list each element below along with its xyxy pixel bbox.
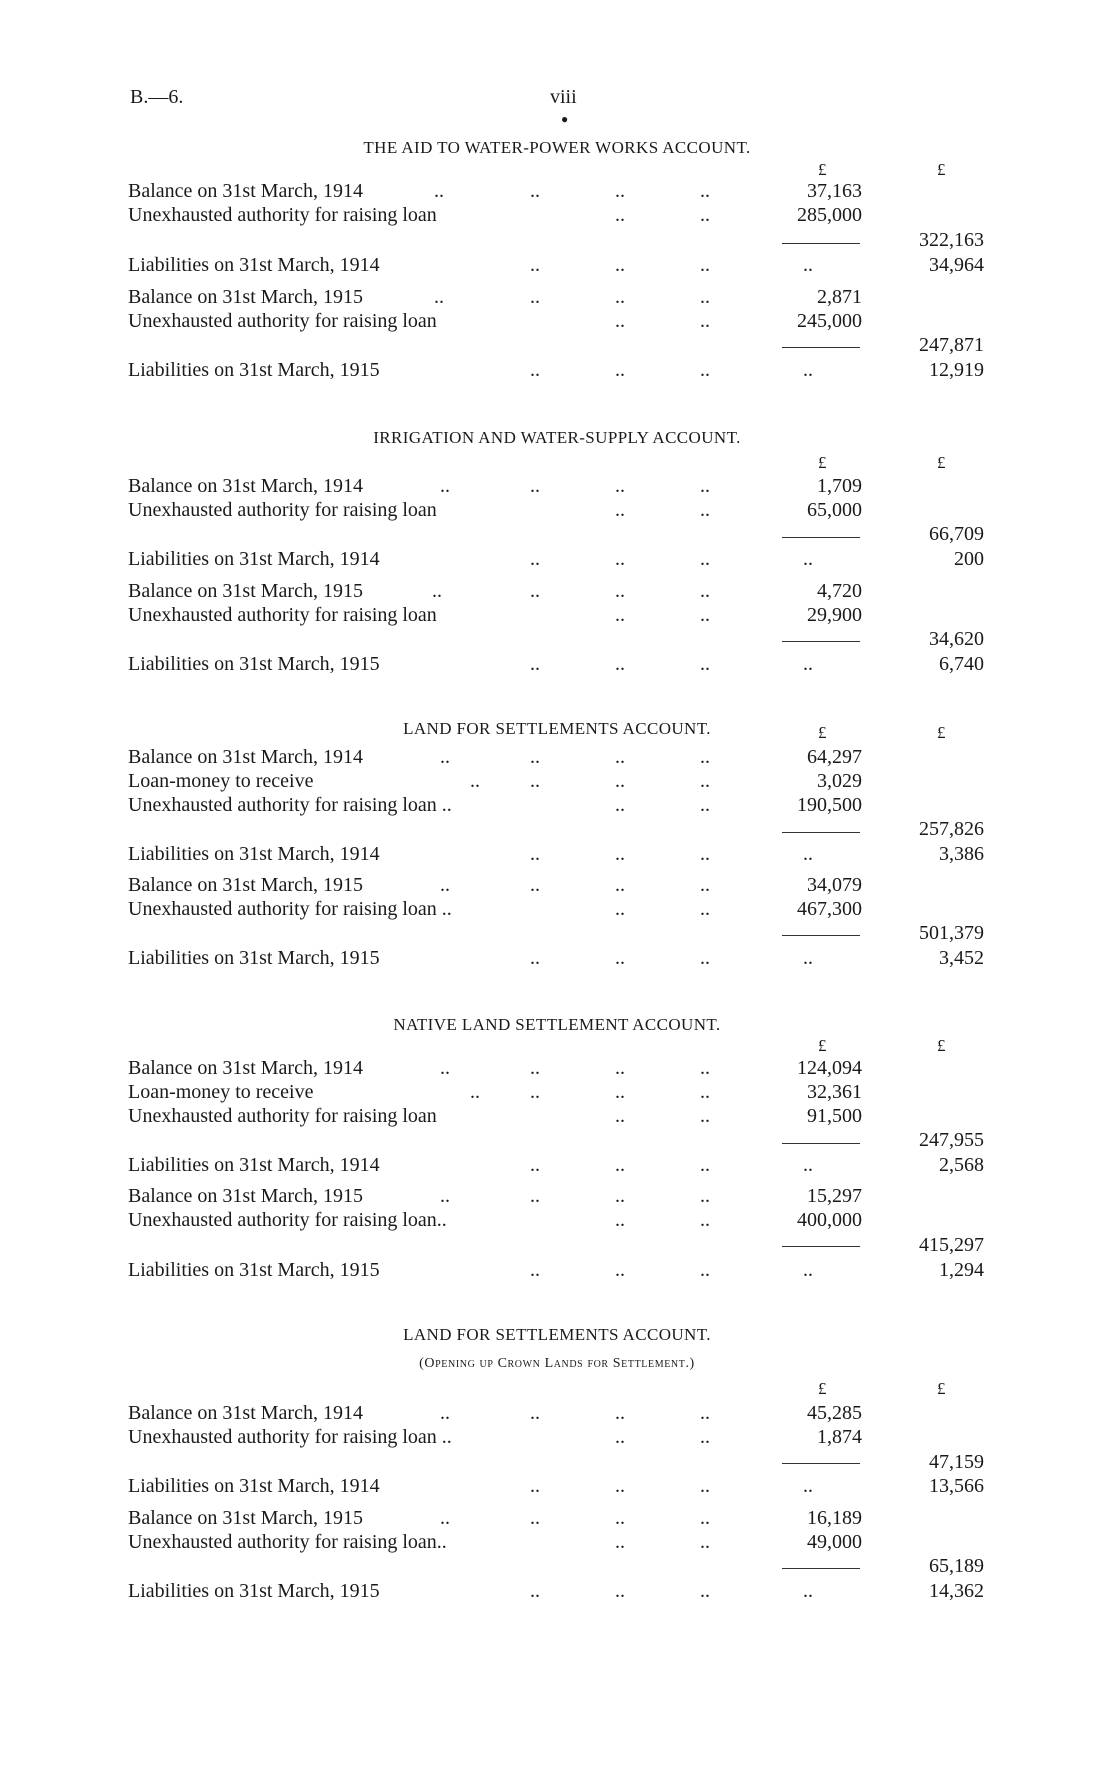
liabilities-row-1914	[0, 548, 1114, 573]
total-row-1914	[0, 1129, 1114, 1154]
row-amount: 124,094	[797, 1057, 862, 1079]
leader-dots: ..	[615, 1057, 625, 1079]
leader-dots: ..	[530, 1154, 540, 1176]
row-amount: 467,300	[797, 898, 862, 920]
leader-dots: ..	[700, 653, 710, 675]
row-label: Unexhausted authority for raising loan	[128, 310, 437, 332]
leader-dots: ..	[803, 653, 813, 675]
section-title: LAND FOR SETTLEMENTS ACCOUNT.	[403, 1325, 711, 1344]
section-title: IRRIGATION AND WATER-SUPPLY ACCOUNT.	[373, 428, 741, 447]
currency-header: £	[818, 160, 827, 179]
leader-dots: ..	[700, 898, 710, 920]
row-label: Unexhausted authority for raising loan ..	[128, 1426, 452, 1448]
liabilities-row-1914	[0, 1154, 1114, 1179]
leader-dots: ..	[803, 1259, 813, 1281]
leader-dots: ..	[530, 1580, 540, 1602]
unexhausted-row-1915	[0, 310, 1114, 335]
row-label: Liabilities on 31st March, 1914	[128, 548, 380, 570]
leader-dots: ..	[700, 1507, 710, 1529]
unexhausted-row-1914	[0, 1426, 1114, 1451]
row-label: Liabilities on 31st March, 1914	[128, 1475, 380, 1497]
row-total: 1,294	[939, 1259, 984, 1281]
row-label: Liabilities on 31st March, 1915	[128, 653, 380, 675]
row-amount: 64,297	[807, 746, 862, 768]
row-total: 501,379	[919, 922, 984, 944]
leader-dots: ..	[530, 1057, 540, 1079]
row-amount: 45,285	[807, 1402, 862, 1424]
leader-dots: ..	[530, 1507, 540, 1529]
row-label: Unexhausted authority for raising loan..	[128, 1531, 447, 1553]
unexhausted-row-1915	[0, 1531, 1114, 1556]
balance-row-1914	[0, 746, 1114, 771]
leader-dots: ..	[615, 548, 625, 570]
leader-dots: ..	[700, 1185, 710, 1207]
row-label: Unexhausted authority for raising loan	[128, 604, 437, 626]
leader-dots: ..	[700, 1154, 710, 1176]
row-amount: 29,900	[807, 604, 862, 626]
leader-dots: ..	[700, 947, 710, 969]
page-reference: B.—6.	[130, 86, 184, 108]
leader-dots: ..	[700, 1057, 710, 1079]
row-amount: 37,163	[807, 180, 862, 202]
leader-dots: ..	[700, 286, 710, 308]
total-row-1914	[0, 1451, 1114, 1476]
leader-dots: ..	[803, 947, 813, 969]
row-label: Unexhausted authority for raising loan	[128, 204, 437, 226]
row-label: Liabilities on 31st March, 1915	[128, 1259, 380, 1281]
currency-header: £	[937, 160, 946, 179]
leader-dots: ..	[530, 1185, 540, 1207]
balance-row-1915	[0, 874, 1114, 899]
leader-dots: ..	[615, 254, 625, 276]
leader-dots: ..	[700, 548, 710, 570]
row-label: Liabilities on 31st March, 1915	[128, 1580, 380, 1602]
leader-dots: ..	[440, 746, 450, 768]
row-amount: 91,500	[807, 1105, 862, 1127]
liabilities-row-1915	[0, 653, 1114, 678]
leader-dots: ..	[700, 580, 710, 602]
page-mark: ●	[561, 112, 569, 126]
leader-dots: ..	[440, 475, 450, 497]
unexhausted-row-1915	[0, 1209, 1114, 1234]
section-title: NATIVE LAND SETTLEMENT ACCOUNT.	[393, 1015, 721, 1034]
row-amount: 400,000	[797, 1209, 862, 1231]
total-row-1914	[0, 229, 1114, 254]
row-label: Liabilities on 31st March, 1915	[128, 947, 380, 969]
loan-money-row	[0, 1081, 1114, 1106]
leader-dots: ..	[530, 359, 540, 381]
row-total: 3,452	[939, 947, 984, 969]
row-total: 415,297	[919, 1234, 984, 1256]
unexhausted-row-1914	[0, 204, 1114, 229]
row-total: 322,163	[919, 229, 984, 251]
leader-dots: ..	[440, 1057, 450, 1079]
currency-header: £	[818, 453, 827, 472]
leader-dots: ..	[530, 180, 540, 202]
leader-dots: ..	[530, 653, 540, 675]
leader-dots: ..	[530, 1402, 540, 1424]
leader-dots: ..	[615, 1507, 625, 1529]
leader-dots: ..	[700, 1259, 710, 1281]
balance-row-1914	[0, 1057, 1114, 1082]
balance-row-1915	[0, 1507, 1114, 1532]
row-label: Unexhausted authority for raising loan	[128, 499, 437, 521]
total-row-1915	[0, 922, 1114, 947]
row-total: 257,826	[919, 818, 984, 840]
leader-dots: ..	[700, 1426, 710, 1448]
row-label: Liabilities on 31st March, 1914	[128, 1154, 380, 1176]
row-amount: 34,079	[807, 874, 862, 896]
leader-dots: ..	[615, 204, 625, 226]
leader-dots: ..	[615, 1081, 625, 1103]
row-total: 14,362	[929, 1580, 984, 1602]
row-total: 13,566	[929, 1475, 984, 1497]
row-label: Balance on 31st March, 1914	[128, 475, 363, 497]
leader-dots: ..	[470, 1081, 480, 1103]
currency-header: £	[818, 723, 827, 742]
leader-dots: ..	[615, 874, 625, 896]
leader-dots: ..	[700, 475, 710, 497]
leader-dots: ..	[615, 1531, 625, 1553]
row-label: Balance on 31st March, 1915	[128, 1507, 363, 1529]
row-amount: 190,500	[797, 794, 862, 816]
row-amount: 3,029	[817, 770, 862, 792]
leader-dots: ..	[615, 580, 625, 602]
leader-dots: ..	[700, 310, 710, 332]
leader-dots: ..	[615, 746, 625, 768]
row-label: Balance on 31st March, 1914	[128, 1057, 363, 1079]
row-total: 247,955	[919, 1129, 984, 1151]
leader-dots: ..	[803, 359, 813, 381]
leader-dots: ..	[440, 1507, 450, 1529]
leader-dots: ..	[615, 1580, 625, 1602]
leader-dots: ..	[615, 794, 625, 816]
row-total: 65,189	[929, 1555, 984, 1577]
leader-dots: ..	[615, 359, 625, 381]
row-amount: 1,709	[817, 475, 862, 497]
liabilities-row-1914	[0, 843, 1114, 868]
row-total: 3,386	[939, 843, 984, 865]
leader-dots: ..	[530, 770, 540, 792]
leader-dots: ..	[530, 947, 540, 969]
leader-dots: ..	[803, 1154, 813, 1176]
leader-dots: ..	[615, 1185, 625, 1207]
leader-dots: ..	[440, 874, 450, 896]
row-amount: 49,000	[807, 1531, 862, 1553]
leader-dots: ..	[700, 180, 710, 202]
leader-dots: ..	[615, 180, 625, 202]
row-label: Unexhausted authority for raising loan ..	[128, 794, 452, 816]
row-total: 200	[954, 548, 984, 570]
leader-dots: ..	[700, 1580, 710, 1602]
row-total: 247,871	[919, 334, 984, 356]
row-label: Liabilities on 31st March, 1915	[128, 359, 380, 381]
unexhausted-row-1915	[0, 604, 1114, 629]
balance-row-1914	[0, 1402, 1114, 1427]
leader-dots: ..	[440, 1185, 450, 1207]
row-amount: 32,361	[807, 1081, 862, 1103]
liabilities-row-1915	[0, 1580, 1114, 1605]
liabilities-row-1914	[0, 1475, 1114, 1500]
leader-dots: ..	[470, 770, 480, 792]
loan-money-row	[0, 770, 1114, 795]
leader-dots: ..	[803, 254, 813, 276]
leader-dots: ..	[530, 874, 540, 896]
leader-dots: ..	[530, 1475, 540, 1497]
leader-dots: ..	[700, 359, 710, 381]
leader-dots: ..	[440, 1402, 450, 1424]
leader-dots: ..	[700, 1081, 710, 1103]
leader-dots: ..	[530, 1259, 540, 1281]
leader-dots: ..	[530, 254, 540, 276]
leader-dots: ..	[615, 1475, 625, 1497]
unexhausted-row-1914	[0, 794, 1114, 819]
leader-dots: ..	[530, 475, 540, 497]
leader-dots: ..	[700, 843, 710, 865]
leader-dots: ..	[700, 1402, 710, 1424]
row-label: Liabilities on 31st March, 1914	[128, 254, 380, 276]
leader-dots: ..	[615, 1259, 625, 1281]
currency-header: £	[937, 453, 946, 472]
leader-dots: ..	[700, 204, 710, 226]
leader-dots: ..	[700, 1105, 710, 1127]
total-row-1914	[0, 818, 1114, 843]
leader-dots: ..	[700, 1475, 710, 1497]
row-amount: 1,874	[817, 1426, 862, 1448]
leader-dots: ..	[803, 548, 813, 570]
row-label: Liabilities on 31st March, 1914	[128, 843, 380, 865]
leader-dots: ..	[700, 1209, 710, 1231]
currency-header: £	[937, 1036, 946, 1055]
liabilities-row-1915	[0, 359, 1114, 384]
balance-row-1914	[0, 180, 1114, 205]
leader-dots: ..	[530, 286, 540, 308]
row-label: Balance on 31st March, 1914	[128, 1402, 363, 1424]
leader-dots: ..	[530, 1081, 540, 1103]
leader-dots: ..	[615, 653, 625, 675]
balance-row-1914	[0, 475, 1114, 500]
row-amount: 16,189	[807, 1507, 862, 1529]
leader-dots: ..	[615, 475, 625, 497]
leader-dots: ..	[700, 794, 710, 816]
row-label: Loan-money to receive	[128, 770, 314, 792]
row-total: 34,620	[929, 628, 984, 650]
leader-dots: ..	[803, 1475, 813, 1497]
row-label: Balance on 31st March, 1915	[128, 1185, 363, 1207]
row-label: Unexhausted authority for raising loan	[128, 1105, 437, 1127]
leader-dots: ..	[434, 286, 444, 308]
leader-dots: ..	[434, 180, 444, 202]
leader-dots: ..	[700, 1531, 710, 1553]
total-row-1915	[0, 628, 1114, 653]
row-total: 47,159	[929, 1451, 984, 1473]
row-amount: 285,000	[797, 204, 862, 226]
row-total: 12,919	[929, 359, 984, 381]
row-label: Balance on 31st March, 1914	[128, 180, 363, 202]
unexhausted-row-1915	[0, 898, 1114, 923]
row-amount: 15,297	[807, 1185, 862, 1207]
leader-dots: ..	[615, 1402, 625, 1424]
leader-dots: ..	[432, 580, 442, 602]
leader-dots: ..	[615, 1154, 625, 1176]
leader-dots: ..	[530, 843, 540, 865]
leader-dots: ..	[530, 548, 540, 570]
leader-dots: ..	[615, 1105, 625, 1127]
currency-header: £	[818, 1379, 827, 1398]
row-total: 6,740	[939, 653, 984, 675]
leader-dots: ..	[700, 604, 710, 626]
leader-dots: ..	[615, 604, 625, 626]
leader-dots: ..	[615, 898, 625, 920]
leader-dots: ..	[700, 499, 710, 521]
total-row-1915	[0, 1555, 1114, 1580]
balance-row-1915	[0, 580, 1114, 605]
leader-dots: ..	[615, 1426, 625, 1448]
leader-dots: ..	[530, 580, 540, 602]
total-row-1914	[0, 523, 1114, 548]
leader-dots: ..	[700, 874, 710, 896]
leader-dots: ..	[700, 254, 710, 276]
balance-row-1915	[0, 1185, 1114, 1210]
liabilities-row-1914	[0, 254, 1114, 279]
row-label: Unexhausted authority for raising loan ..	[128, 898, 452, 920]
currency-header: £	[818, 1036, 827, 1055]
leader-dots: ..	[530, 746, 540, 768]
balance-row-1915	[0, 286, 1114, 311]
currency-header: £	[937, 1379, 946, 1398]
row-label: Balance on 31st March, 1915	[128, 286, 363, 308]
row-amount: 4,720	[817, 580, 862, 602]
total-row-1915	[0, 334, 1114, 359]
leader-dots: ..	[700, 746, 710, 768]
leader-dots: ..	[615, 947, 625, 969]
row-label: Balance on 31st March, 1915	[128, 874, 363, 896]
leader-dots: ..	[803, 843, 813, 865]
row-total: 66,709	[929, 523, 984, 545]
row-label: Balance on 31st March, 1915	[128, 580, 363, 602]
row-amount: 65,000	[807, 499, 862, 521]
page-number: viii	[550, 86, 577, 108]
section-title: THE AID TO WATER-POWER WORKS ACCOUNT.	[363, 138, 751, 157]
leader-dots: ..	[615, 310, 625, 332]
leader-dots: ..	[615, 770, 625, 792]
row-total: 2,568	[939, 1154, 984, 1176]
leader-dots: ..	[615, 1209, 625, 1231]
section-title: LAND FOR SETTLEMENTS ACCOUNT.	[403, 719, 711, 738]
row-total: 34,964	[929, 254, 984, 276]
unexhausted-row-1914	[0, 1105, 1114, 1130]
section-subtitle: (Opening up Crown Lands for Settlement.)	[419, 1356, 695, 1371]
row-label: Loan-money to receive	[128, 1081, 314, 1103]
unexhausted-row-1914	[0, 499, 1114, 524]
leader-dots: ..	[803, 1580, 813, 1602]
currency-header: £	[937, 723, 946, 742]
row-label: Unexhausted authority for raising loan..	[128, 1209, 447, 1231]
row-amount: 2,871	[817, 286, 862, 308]
leader-dots: ..	[615, 286, 625, 308]
row-amount: 245,000	[797, 310, 862, 332]
leader-dots: ..	[615, 843, 625, 865]
leader-dots: ..	[615, 499, 625, 521]
liabilities-row-1915	[0, 1259, 1114, 1284]
leader-dots: ..	[700, 770, 710, 792]
total-row-1915	[0, 1234, 1114, 1259]
liabilities-row-1915	[0, 947, 1114, 972]
row-label: Balance on 31st March, 1914	[128, 746, 363, 768]
